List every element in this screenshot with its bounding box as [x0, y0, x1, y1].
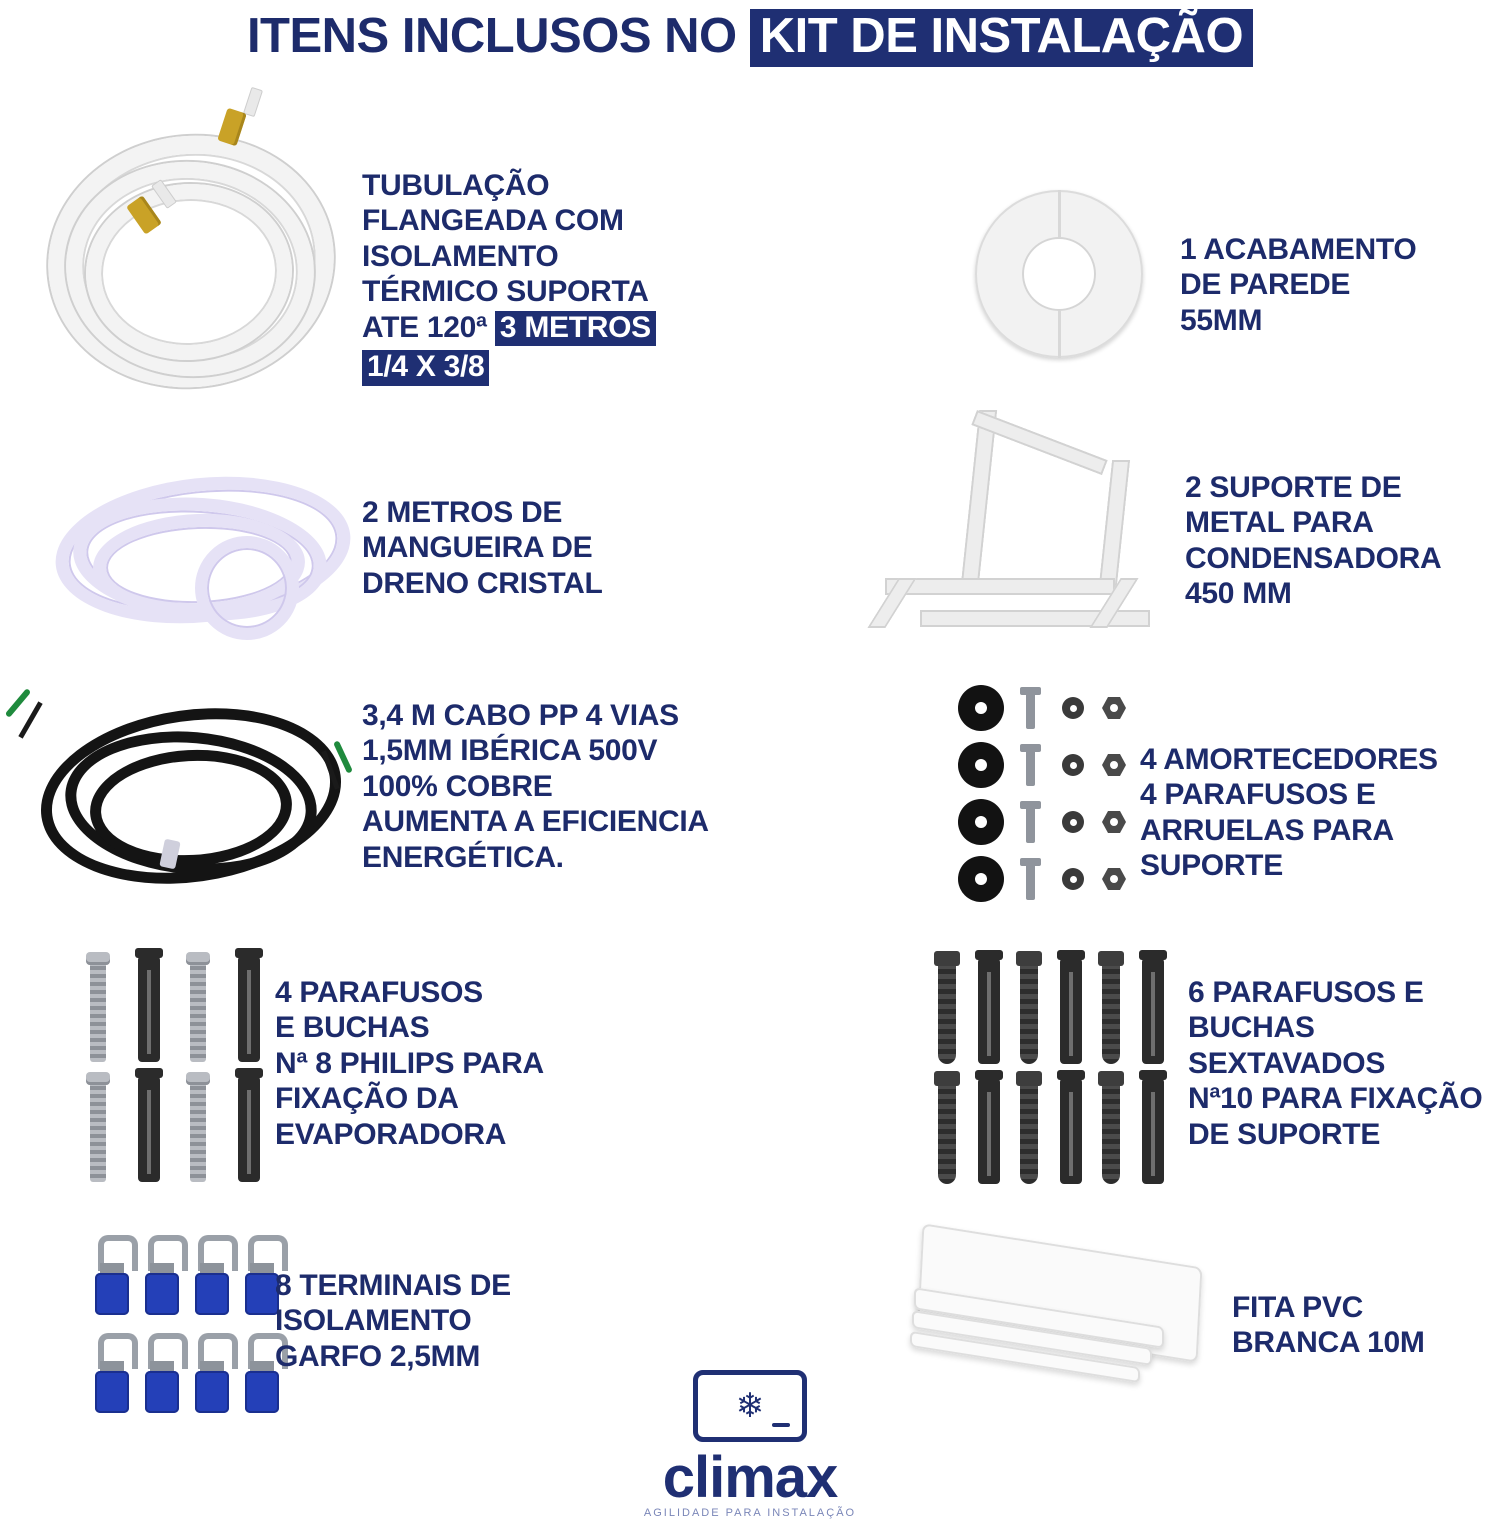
logo-dash [772, 1423, 790, 1427]
snowflake-icon: ❄ [735, 1387, 765, 1425]
item-mangueira-dreno-label: 2 METROS DE MANGUEIRA DE DRENO CRISTAL [362, 496, 603, 600]
rubber-dampers-bolts-icon [950, 685, 1150, 915]
tubulacao-length-badge: 3 METROS [495, 311, 656, 347]
item-mangueira-dreno [45, 470, 365, 650]
item-cabo-pp-label: 3,4 M CABO PP 4 VIAS 1,5MM IBÉRICA 500V 100% COBRE AUMENTA A EFICIENCIA ENERGÉTICA. [362, 699, 709, 874]
item-tubulacao-label: TUBULAÇÃO FLANGEADA COM ISOLAMENTO TÉRMICO SUPORTA ATE 120ª 3 METROS 1/4 X 3/8 [362, 168, 692, 386]
logo-frame [693, 1370, 807, 1442]
metal-bracket-icon [865, 410, 1165, 640]
tubulacao-size-badge: 1/4 X 3/8 [362, 350, 489, 386]
item-cabo-pp [10, 680, 360, 920]
item-acabamento-parede-label: 1 ACABAMENTO DE PAREDE 55MM [1180, 233, 1417, 337]
item-acabamento-parede [975, 190, 1155, 370]
drain-hose-coil-icon [45, 470, 345, 640]
tubulacao-line5-prefix: ATE 120ª [362, 310, 495, 344]
electric-cable-coil-icon [10, 680, 350, 915]
logo-wordmark: climax [662, 1445, 838, 1510]
item-terminais-garfo-label: 8 TERMINAIS DE ISOLAMENTO GARFO 2,5MM [275, 1269, 511, 1373]
logo-tagline: AGILIDADE PARA INSTALAÇÃO [643, 1507, 857, 1519]
item-suporte-metal [865, 410, 1175, 640]
item-suporte-metal-label: 2 SUPORTE DE METAL PARA CONDENSADORA 450 MM [1185, 471, 1442, 611]
item-parafusos-buchas-8-label: 4 PARAFUSOS E BUCHAS Nª 8 PHILIPS PARA FIXAÇÃO DA EVAPORADORA [275, 976, 544, 1151]
page-title-highlight: KIT DE INSTALAÇÃO [750, 9, 1253, 67]
brand-logo [600, 1370, 900, 1519]
pvc-tape-roll-icon [900, 1235, 1220, 1405]
item-fita-pvc-label: FITA PVC BRANCA 10M [1232, 1291, 1425, 1360]
wall-cover-ring-icon [975, 190, 1143, 358]
item-tubulacao [40, 110, 360, 390]
hex-screws-and-anchors-icon [930, 950, 1190, 1190]
page-title-plain: ITENS INCLUSOS NO [246, 9, 750, 63]
item-fita-pvc [900, 1235, 1220, 1415]
copper-pipe-coil-icon [40, 110, 340, 385]
item-amortecedores-label: 4 AMORTECEDORES 4 PARAFUSOS E ARRUELAS PARA SUPORTE [1140, 743, 1438, 883]
item-amortecedores [950, 685, 1150, 915]
item-parafusos-buchas-10-label: 6 PARAFUSOS E BUCHAS SEXTAVADOS Nª10 PARA FIXAÇÃO DE SUPORTE [1188, 976, 1483, 1151]
item-parafusos-buchas-10 [930, 950, 1190, 1190]
page-title [0, 8, 1500, 67]
